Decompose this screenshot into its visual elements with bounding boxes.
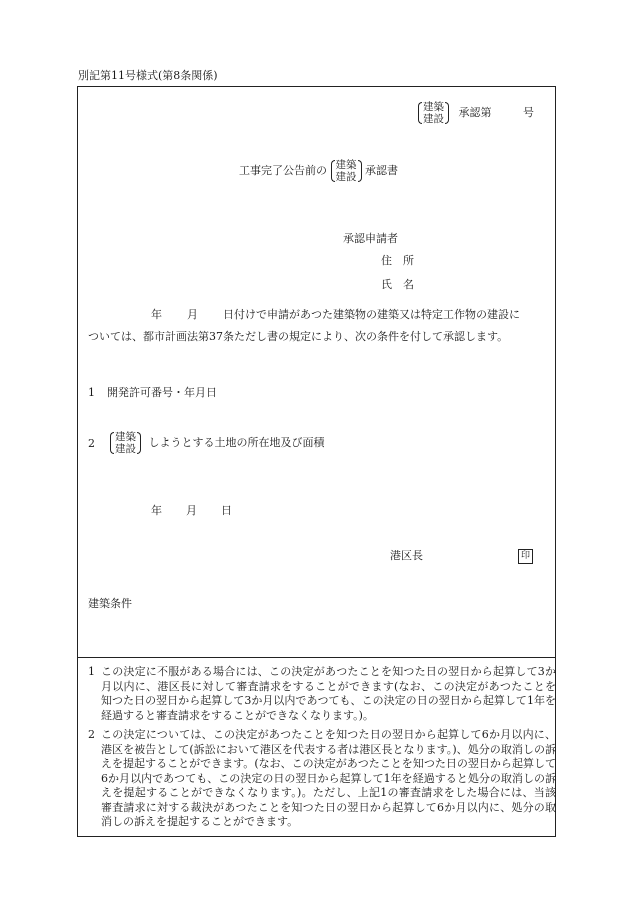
form-label: 別記第11号様式(第8条関係) [78, 69, 218, 82]
applicant-name: 氏 名 [381, 278, 414, 291]
item-number: 1 [88, 386, 95, 399]
brace-group [331, 159, 362, 183]
date-month: 月 [186, 504, 197, 517]
item2 [110, 431, 325, 455]
signature-title: 港区長 [390, 549, 423, 562]
item2-text: しようとする土地の所在地及び面積 [148, 436, 325, 449]
brace-option: 建設 [423, 113, 444, 125]
note-number: 1 [88, 665, 95, 678]
item-number: 2 [88, 437, 95, 450]
brace-option: 建設 [115, 443, 136, 455]
body-line2: ついては、都市計画法第37条ただし書の規定により、次の条件を付して承認します。 [88, 330, 509, 343]
conditions-label: 建築条件 [88, 597, 132, 610]
document-title [239, 159, 398, 183]
doc-number [418, 101, 534, 125]
brace-group [418, 101, 449, 125]
brace-group [110, 431, 141, 455]
brace-option: 建築 [115, 431, 136, 443]
item1-text: 開発許可番号・年月日 [107, 386, 217, 399]
note-text: この決定に不服がある場合には、この決定があつたことを知つた日の翌日から起算して3か月以内に、港区長に対して審査請求をすることができます(なお、この決定があつたことを知つた日の翌日から起算して3か月以内であつても、この決定の日の翌日から起算して1年を経過すると審査請求をすることができなくなります。)。 [101, 665, 556, 722]
body-year: 年 [151, 308, 162, 321]
body-month: 月 [187, 308, 198, 321]
body-line1: 日付けで申請があつた建築物の建築又は特定工作物の建設に [223, 308, 520, 321]
brace-option: 建築 [423, 101, 444, 113]
title-prefix: 工事完了公告前の [239, 164, 327, 177]
applicant-address: 住 所 [381, 254, 414, 267]
doc-number-label: 承認第 [458, 106, 492, 119]
date-day: 日 [221, 504, 232, 517]
title-suffix: 承認書 [365, 164, 398, 177]
document-frame [77, 86, 556, 837]
seal-glyph: 印 [518, 549, 533, 564]
date-year: 年 [151, 504, 162, 517]
seal-mark [518, 549, 533, 564]
brace-option: 建設 [335, 171, 357, 183]
note-number: 2 [88, 728, 95, 741]
notes-divider [77, 657, 556, 658]
brace-option: 建築 [335, 159, 357, 171]
doc-number-end: 号 [523, 106, 534, 119]
note-text: この決定については、この決定があつたことを知つた日の翌日から起算して6か月以内に、港区を被告として(訴訟において港区を代表する者は港区長となります。)、処分の取消しの訴えを提起することができます。(なお、この決定があつたことを知つた日の翌日から起算して6か月以内であつても、この決定の日の翌日から起算して1年を経過すると処分の取消しの訴えを提起することができなくなります。)。ただし、上記1の審査請求をした場合には、当該審査請求に対する裁決があつたことを知つた日の翌日から起算して6か月以内に、処分の取消しの訴えを提起することができます。 [101, 728, 556, 828]
applicant-label: 承認申請者 [343, 232, 398, 245]
